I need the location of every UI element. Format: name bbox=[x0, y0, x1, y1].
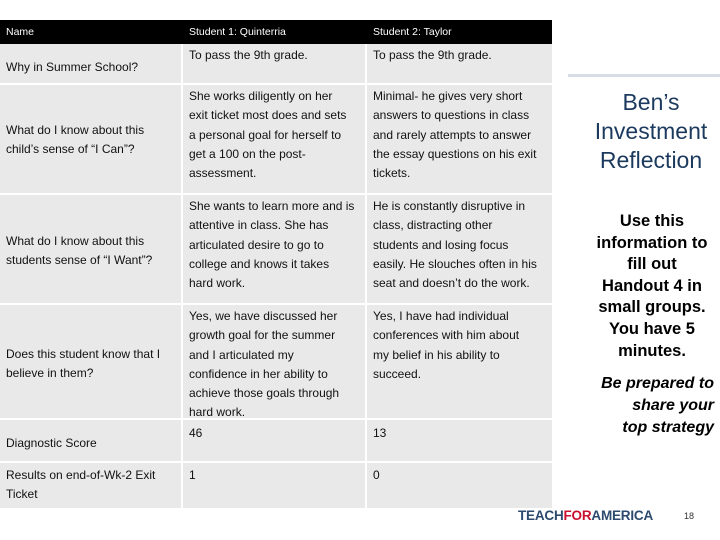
student-1-value: 1 bbox=[189, 468, 196, 482]
instructions-text: Use this information to fill out Handout 4 in small groups. You have 5 minutes. bbox=[596, 212, 708, 360]
student-1-value: She wants to learn more and is attentive in class. She has articulated desire to go to college and knows it takes hard work. bbox=[189, 199, 355, 291]
student-1-value: To pass the 9th grade. bbox=[189, 48, 308, 62]
student-1-value: She works diligently on her exit ticket most does and sets a personal goal for herself to get a 100 on the post- assessment. bbox=[189, 89, 347, 181]
row-label-i-can: What do I know about this child’s sense of “I Can”? bbox=[6, 123, 145, 157]
row-divider bbox=[0, 83, 552, 85]
logo-part-america: AMERICA bbox=[591, 508, 654, 523]
prepare-text: Be prepared to share your top strategy bbox=[601, 375, 714, 436]
student-2-value: 0 bbox=[373, 468, 380, 482]
row-divider bbox=[0, 303, 552, 305]
student-1-value: 46 bbox=[189, 426, 203, 440]
row-divider bbox=[0, 461, 552, 463]
accent-rule bbox=[568, 74, 720, 77]
student-2-value: Minimal- he gives very short answers to questions in class and rarely attempts to answer the essay questions on his exit tickets. bbox=[373, 89, 537, 181]
logo-part-teach: TEACH bbox=[518, 508, 564, 523]
student-2-value: 13 bbox=[373, 426, 387, 440]
student-2-value: He is constantly disruptive in class, distracting other students and losing focus easily. He slouches often in his seat and doesn’t do the work. bbox=[373, 199, 537, 291]
row-divider bbox=[0, 193, 552, 195]
student-1-value: Yes, we have discussed her growth goal for the summer and I articulated my confidence in her ability to achieve those goals through hard work. bbox=[189, 309, 340, 420]
student-2-value: To pass the 9th grade. bbox=[373, 48, 492, 62]
header-student-1: Student 1: Quinterria bbox=[189, 26, 286, 38]
row-label-diagnostic-score: Diagnostic Score bbox=[6, 436, 97, 450]
slide-title: Ben’s Investment Reflection bbox=[594, 89, 708, 173]
row-label-believe: Does this student know that I believe in them? bbox=[6, 347, 161, 381]
row-label-why-summer-school: Why in Summer School? bbox=[6, 60, 139, 74]
student-2-value: Yes, I have had individual conferences with him about my belief in his ability to succeed. bbox=[373, 309, 520, 381]
row-label-i-want: What do I know about this students sense of “I Want”? bbox=[6, 234, 153, 268]
header-name: Name bbox=[6, 26, 35, 38]
column-divider bbox=[181, 44, 183, 508]
column-divider bbox=[365, 44, 367, 508]
page-number: 18 bbox=[684, 511, 695, 521]
row-label-exit-ticket: Results on end-of-Wk-2 Exit Ticket bbox=[6, 468, 156, 502]
teach-for-america-logo bbox=[518, 508, 653, 523]
logo-part-for: FOR bbox=[563, 508, 592, 523]
header-student-2: Student 2: Taylor bbox=[373, 26, 452, 38]
